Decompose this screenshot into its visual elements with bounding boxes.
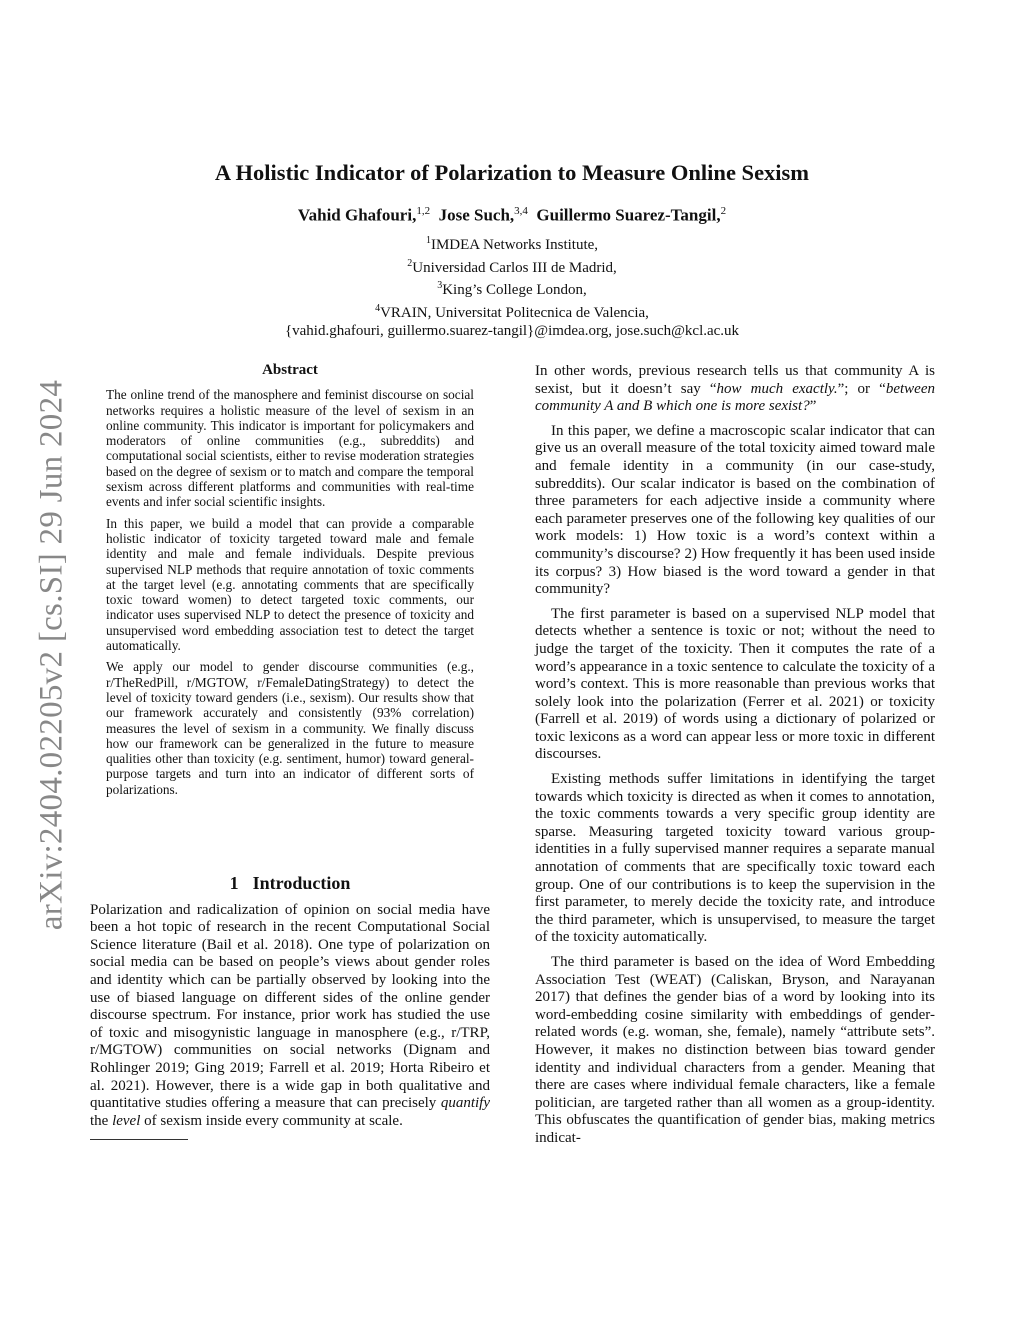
author-list bbox=[0, 205, 1024, 226]
section-title: Introduction bbox=[252, 873, 351, 893]
author-name: Guillermo Suarez-Tangil, bbox=[536, 205, 721, 225]
body-paragraph: Existing methods suffer limitations in identifying the target towards which toxicity is directed as when it comes to annotation, the toxic comments towards a very specific group identity are sparse. Measuring targeted toxicity toward various group-identities in a fully supervised manner requires a separate manual annotation of comments that are specifically toxic toward each group. One of our contributions is to keep the supervision in the first parameter, to merely decide the toxicity rate, and introduce the third parameter, which is unsupervised, to measure the target of the toxicity automatically. bbox=[535, 771, 935, 946]
abstract-paragraph: In this paper, we build a model that can provide a comparable holistic indicator of toxicity targeted toward male and female identity and male and female individuals. Despite previous supervised NLP methods that require annotation of toxic comments at the target level (e.g. annotating comments that are specifically toxic toward women) to detect targeted toxic comments, our indicator uses supervised NLP to detect the presence of toxicity and unsupervised word embedding association test to detect the target automatically. bbox=[106, 515, 474, 654]
body-paragraph: The first parameter is based on a supervised NLP model that detects whether a sentence is toxic or not; without the need to judge the target of the toxicity. Then it computes the rate of a word’s appearance in a toxic sentence to calculate the toxicity of a word’s context. This is more reasonable than previous works that solely look into the polarization (Ferrer et al. 2021) or toxicity (Farrell et al. 2019) of words using a dictionary of polarized or toxic lexicons as a word can appear less or more toxic in different discourses. bbox=[535, 605, 935, 763]
affiliation: $^3$King’s College London, bbox=[437, 280, 587, 299]
abstract-paragraph: We apply our model to gender discourse communities (e.g., r/TheRedPill, r/MGTOW, r/FemaleDatingStrategy) to detect the level of toxicity toward genders (i.e., sexism). Our results show that our framework accurately and consistently (93% correlation) measures the level of sexism in a community. We finally discuss how our framework can be generalized in the future to measure qualities other than toxicity (e.g. sentiment, humor) toward general-purpose targets and turn into an indicator of different sorts of polarizations. bbox=[106, 659, 474, 797]
body-paragraph: Polarization and radicalization of opinion on social media have been a hot topic of research in the recent Computational Social Science literature (Bail et al. 2018). One type of polarization on social media can be based on people’s views about gender roles and identity which can be partially observed by looking into the use of biased language on different sides of the online gender discourse spectrum. For instance, prior work has studied the use of toxic and misogynistic language in manosphere (e.g., r/TRP, r/MGTOW) communities on social networks (Dignam and Rohlinger 2019; Ging 2019; Farrell et al. 2019; Horta Ribeiro et al. 2021). However, there is a wide gap in both qualitative and quantitative studies offering a measure that can precisely quantify the level of sexism inside every community at scale. bbox=[90, 901, 490, 1129]
right-column bbox=[535, 363, 935, 1155]
arxiv-identifier: arXiv:2404.02205v2 [cs.SI] 29 Jun 2024 bbox=[33, 379, 70, 931]
author-name: Jose Such, bbox=[438, 205, 515, 225]
affiliation: $^4$VRAIN, Universitat Politecnica de Valencia, bbox=[375, 302, 649, 321]
author-affiliation-marker: 3,4 bbox=[514, 205, 528, 217]
author-affiliation-marker: 2 bbox=[720, 205, 727, 217]
author-affiliation-marker: 1,2 bbox=[416, 205, 431, 217]
body-paragraph: The third parameter is based on the idea of Word Embedding Association Test (WEAT) (Caliskan, Bryson, and Narayanan 2017) that defines the gender bias of a word by looking into its word-embedding cosine similarity with embeddings of gender-related words (e.g. woman, she, female), namely “attribute sets”. However, it makes no distinction between bias toward gender identity and individual characters from a gender. Meaning that there are cases where individual female characters, like a female politician, are targeted rather than all women as a group-identity. This obfuscates the quantification of gender bias, making metrics indicat- bbox=[535, 954, 935, 1146]
abstract-paragraph: The online trend of the manosphere and feminist discourse on social networks requires a holistic measure of the level of sexism in an online community. This indicator is important for policymakers and moderators of online communities (e.g., subreddits) and computational social scientists, either to revise moderation strategies based on the degree of sexism or to match and compare the temporal sexism across different platforms and communities with real-time events and infer social scientific insights. bbox=[106, 387, 474, 510]
author-name: Vahid Ghafouri, bbox=[297, 205, 417, 225]
section-number: 1 bbox=[229, 873, 239, 893]
footnote-rule bbox=[90, 1139, 188, 1140]
affiliation: $^1$IMDEA Networks Institute, bbox=[425, 235, 599, 253]
abstract-heading: Abstract bbox=[262, 362, 318, 378]
section-heading bbox=[90, 875, 490, 893]
body-paragraph: In other words, previous research tells us that community A is sexist, but it doesn’t say “how much exactly.”; or “between community A and B which one is more sexist?” bbox=[535, 363, 935, 415]
introduction-section bbox=[90, 875, 490, 1140]
body-paragraph: In this paper, we define a macroscopic scalar indicator that can give us an overall measure of the total toxicity aimed toward male and female identity in a community (in our case-study, subreddits). Our scalar indicator is based on the combination of three parameters for each adjective inside a community where each parameter preserves one of the following key qualities of our work models: 1) How toxic is a word’s context within a community’s discourse? 2) How frequently it has been used inside its corpus? 3) How biased is the word toward a gender in that community? bbox=[535, 422, 935, 598]
affiliation: $^2$Universidad Carlos III de Madrid, bbox=[407, 257, 617, 276]
paper-title: A Holistic Indicator of Polarization to Measure Online Sexism bbox=[214, 160, 810, 185]
abstract-section bbox=[106, 363, 474, 803]
author-emails: {vahid.ghafouri, guillermo.suarez-tangil}@imdea.org, jose.such@kcl.ac.uk bbox=[284, 323, 740, 340]
affiliation-list bbox=[0, 232, 1024, 341]
